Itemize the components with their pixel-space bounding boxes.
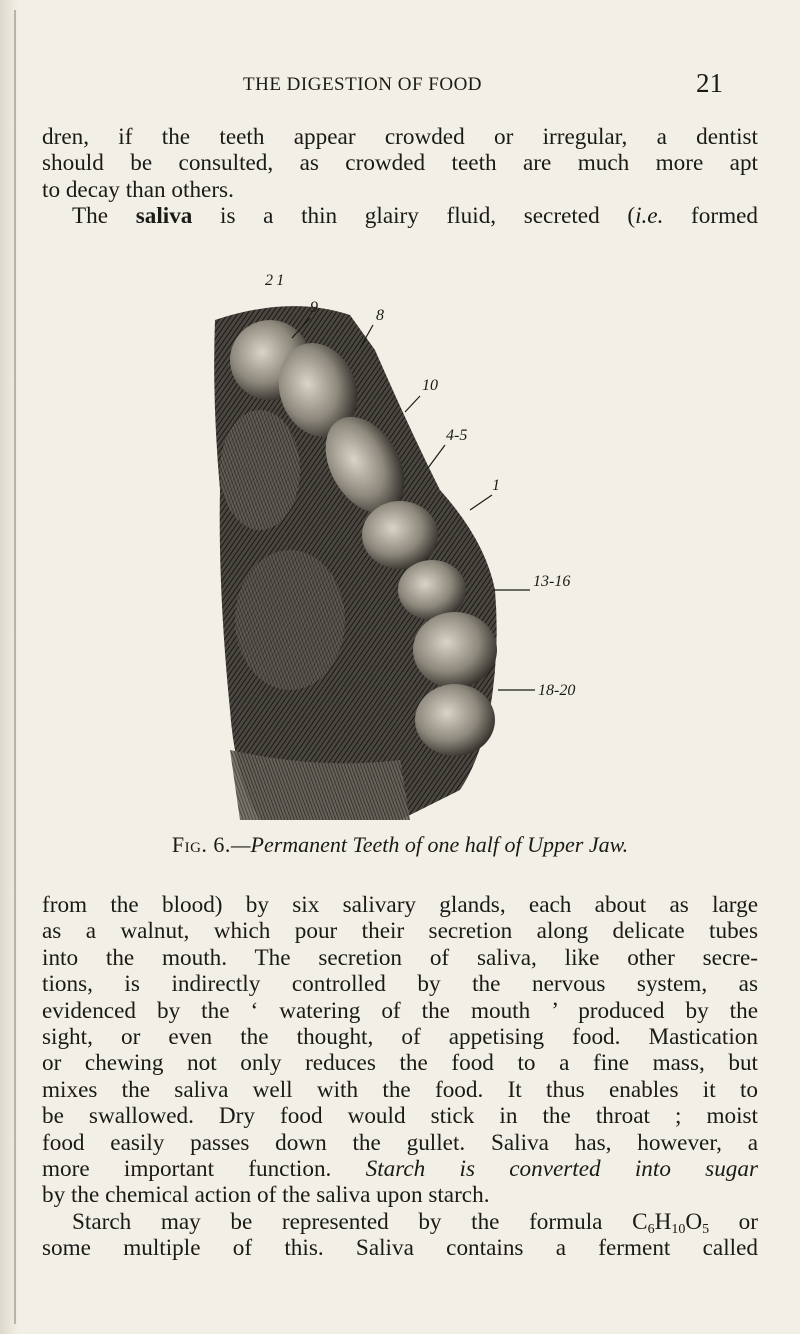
text-line-starch: more important function. Starch is converted into sugar (42, 1156, 758, 1183)
running-title: THE DIGESTION OF FOOD (243, 74, 483, 95)
paragraph-intro (42, 124, 758, 230)
fig-label-18-20: 18-20 (538, 682, 576, 699)
text-line: mixes the saliva well with the food. It thus enables it to (42, 1076, 758, 1103)
running-header (0, 70, 800, 106)
fig-label-4-5: 4-5 (446, 427, 468, 444)
text-line: or chewing not only reduces the food to a fine mass, but (42, 1050, 758, 1077)
text-line: as a walnut, which pour their secretion along delicate tubes (42, 918, 758, 945)
text-line: dren, if the teeth appear crowded or irregular, a dentist (42, 124, 758, 150)
text-line: evidenced by the ‘ watering of the mouth ’ produced by the (42, 997, 758, 1024)
text-line: sight, or even the thought, of appetising food. Mastication (42, 1024, 758, 1051)
figure-caption (0, 832, 800, 858)
text-line: into the mouth. The secretion of saliva, like other secre- (42, 944, 758, 971)
text-line: be swallowed. Dry food would stick in the throat ; moist (42, 1103, 758, 1130)
caption-label: Fig. 6. (171, 832, 231, 857)
page-number: 21 (696, 68, 723, 98)
emphasis-starch: Starch is converted into sugar (365, 1156, 758, 1183)
fig-label-9: 9 (310, 299, 318, 316)
fig-label-8: 8 (376, 307, 384, 324)
caption-text: —Permanent Teeth of one half of Upper Jaw. (230, 832, 629, 857)
fig-label-1: 1 (492, 477, 500, 494)
teeth-illustration (200, 272, 580, 820)
fig-label-top: 2 1 (265, 272, 285, 289)
fig-label-13-16: 13-16 (533, 573, 571, 590)
text-line: by the chemical action of the saliva upon starch. (42, 1182, 490, 1209)
paragraph-main (42, 892, 758, 1262)
fig-label-10: 10 (422, 377, 438, 394)
text-line-saliva: The saliva is a thin glairy fluid, secreted (i.e. formed (72, 203, 758, 230)
text-line-formula: Starch may be represented by the formula $C_6H_{10}O_5$ or (72, 1208, 758, 1237)
page-binding-line (14, 10, 16, 1324)
text-line: tions, is indirectly controlled by the nervous system, as (42, 971, 758, 998)
text-line: should be consulted, as crowded teeth are much more apt (42, 150, 758, 177)
term-saliva: saliva (135, 203, 193, 230)
text-line: to decay than others. (42, 176, 234, 203)
text-line: from the blood) by six salivary glands, each about as large (42, 892, 758, 918)
text-line: food easily passes down the gullet. Saliva has, however, a (42, 1129, 758, 1156)
text-line: some multiple of this. Saliva contains a ferment called (42, 1235, 758, 1262)
